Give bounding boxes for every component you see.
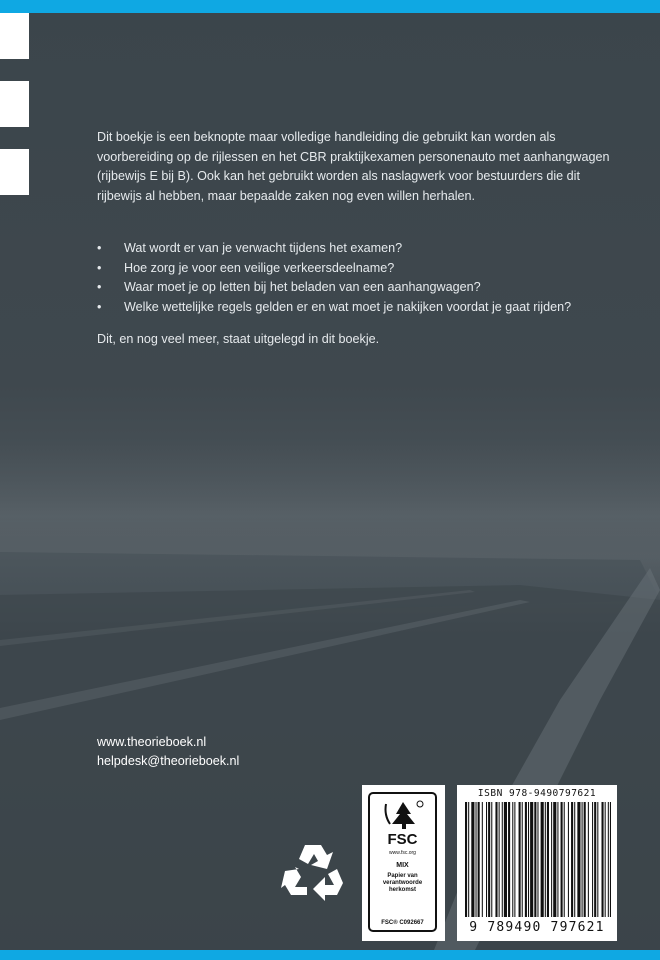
closing-line: Dit, en nog veel meer, staat uitgelegd in dit boekje.	[97, 332, 380, 346]
barcode-bar	[545, 802, 546, 917]
bullet-dot: •	[97, 280, 102, 294]
barcode-bar	[553, 802, 556, 917]
barcode-bar	[514, 802, 515, 917]
top-accent-stripe	[0, 0, 660, 13]
recycle-icon	[281, 839, 345, 903]
barcode-bar	[476, 802, 477, 917]
barcode-bar	[495, 802, 497, 917]
barcode-bar	[568, 802, 569, 917]
isbn-label: ISBN 978-9490797621	[477, 788, 597, 799]
barcode-bar	[610, 802, 611, 917]
intro-paragraph: Dit boekje is een beknopte maar volledige handleiding die gebruikt kan worden als voorbereiding op de rijlessen en het CBR praktijkexamen personenauto met aanhangwagen (rijbewijs E bij B). Ook kan het gebruikt worden als naslagwerk voor bestuurders die dit rijbewijs al hebben, maar bepaalde zaken nog even willen herhalen.	[97, 130, 610, 203]
barcode-bar	[534, 802, 536, 917]
barcode-bar	[488, 802, 490, 917]
barcode-bars	[465, 802, 611, 932]
fsc-frame	[368, 792, 437, 932]
barcode-bar	[547, 802, 549, 917]
barcode-bar	[525, 802, 527, 917]
barcode-bar	[519, 802, 521, 917]
list-item-text: Welke wettelijke regels gelden er en wat moet je nakijken voordat je gaat rijden?	[124, 299, 572, 314]
barcode-bar	[577, 802, 580, 917]
barcode-bar	[582, 802, 583, 917]
barcode-bar	[504, 802, 507, 917]
barcode-bar	[571, 802, 573, 917]
list-item	[97, 259, 627, 279]
barcode-bar	[530, 802, 533, 917]
barcode-bar	[551, 802, 552, 917]
side-tab-2	[0, 81, 29, 127]
barcode-bar	[588, 802, 589, 917]
barcode-bar	[541, 802, 544, 917]
barcode-bar	[471, 802, 474, 917]
fsc-tree-logo-icon	[382, 800, 424, 830]
list-item	[97, 239, 627, 259]
list-item-text: Waar moet je op letten bij het beladen van een aanhangwagen?	[124, 280, 481, 294]
barcode-bar	[478, 802, 480, 917]
fsc-url: www.fsc.org	[389, 850, 416, 856]
list-item	[97, 298, 627, 318]
barcode-bar	[592, 802, 593, 917]
fsc-license-code: FSC® C092667	[381, 920, 424, 926]
isbn-barcode	[457, 785, 617, 941]
barcode-bar	[608, 802, 609, 917]
barcode-bar	[491, 802, 492, 917]
barcode-bar	[597, 802, 598, 917]
fsc-mix: MIX	[396, 862, 409, 869]
side-tab-1	[0, 13, 29, 59]
email-link[interactable]: helpdesk@theorieboek.nl	[97, 754, 240, 768]
barcode-bar	[499, 802, 500, 917]
side-tab-3	[0, 149, 29, 195]
barcode-bar	[557, 802, 558, 917]
website-link[interactable]: www.theorieboek.nl	[97, 735, 207, 749]
barcode-bar	[561, 802, 563, 917]
barcode-bar	[502, 802, 503, 917]
barcode-bar	[468, 802, 469, 917]
contact-block	[97, 733, 239, 771]
barcode-bar	[486, 802, 487, 917]
barcode-bar	[482, 802, 483, 917]
bullet-dot: •	[97, 241, 102, 255]
barcode-bar	[528, 802, 529, 917]
fsc-label	[362, 785, 445, 941]
list-item-text: Wat wordt er van je verwacht tijdens het examen?	[124, 241, 403, 255]
bullet-dot: •	[97, 260, 102, 275]
fsc-logo-text: FSC	[387, 831, 418, 848]
barcode-bar	[522, 802, 523, 917]
barcode-bar	[594, 802, 596, 917]
barcode-bar	[574, 802, 575, 917]
barcode-bar	[605, 802, 606, 917]
barcode-bar	[602, 802, 604, 917]
barcode-bar	[508, 802, 510, 917]
bottom-accent-stripe	[0, 950, 660, 960]
barcode-bar	[584, 802, 586, 917]
isbn-digits: 9 789490 797621	[469, 920, 605, 935]
barcode-bar	[512, 802, 513, 917]
fsc-description: Papier van verantwoorde herkomst	[382, 873, 423, 893]
list-item	[97, 278, 627, 298]
barcode-bar	[537, 802, 538, 917]
bullet-dot: •	[97, 299, 102, 314]
barcode-bar	[564, 802, 565, 917]
bullet-list	[97, 239, 627, 317]
barcode-bar	[465, 802, 467, 917]
list-item-text: Hoe zorg je voor een veilige verkeersdeelname?	[124, 260, 395, 275]
